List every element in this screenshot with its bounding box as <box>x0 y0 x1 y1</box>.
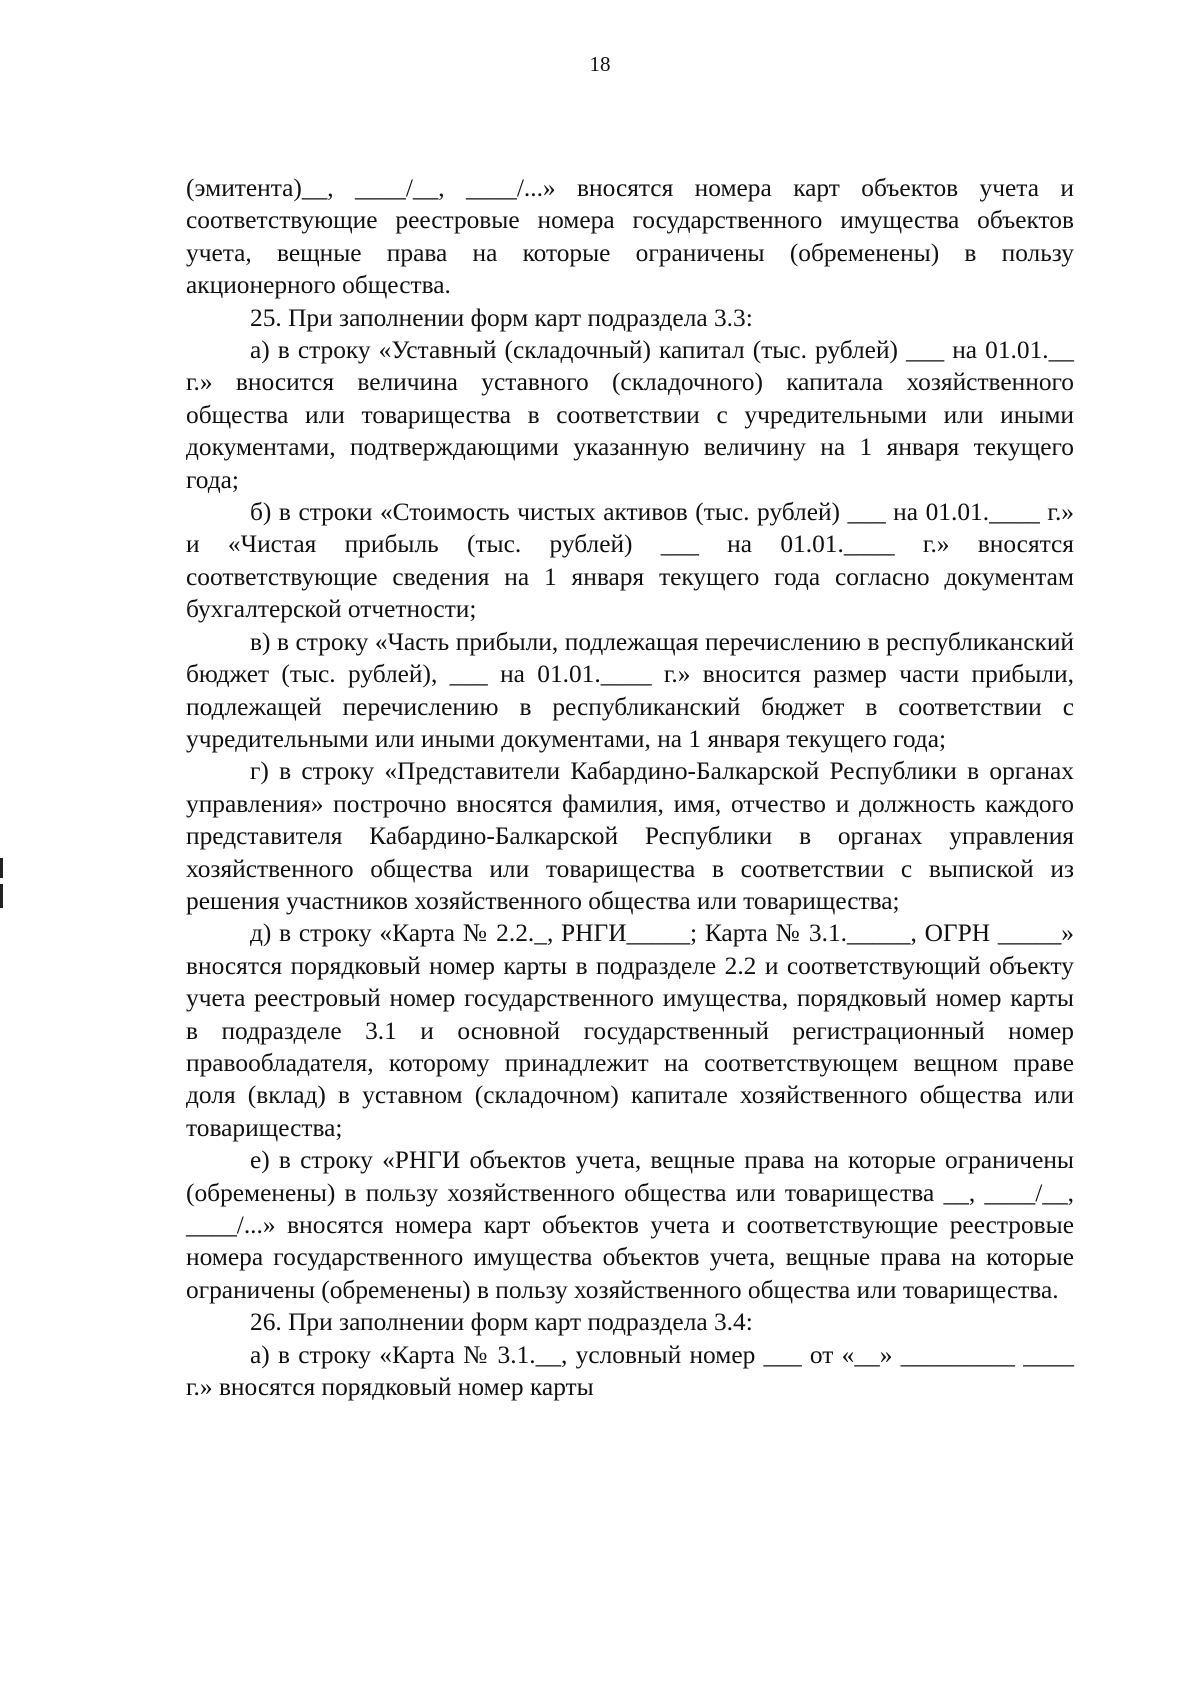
document-body <box>186 172 1074 1403</box>
paragraph-9: 26. При заполнении форм карт подраздела 3.4: <box>250 1308 753 1337</box>
scan-edge-mark <box>0 884 3 908</box>
paragraph-8: е) в строку «РНГИ объектов учета, вещные права на которые ограничены (обременены) в пользу хозяйственного общества или товарищества __, ____/__, ____/...» вносятся номера карт объектов учета и соответствующие реестровые номера государственного имущества объектов учета, вещные права на которые ограничены (обременены) в пользу хозяйственного общества или товарищества. <box>186 1146 1074 1304</box>
paragraph-10: а) в строку «Карта № 3.1.__, условный номер ___ от «__» _________ ____ г.» вносятся порядковый номер карты <box>186 1340 1074 1402</box>
paragraph-1: (эмитента)__, ____/__, ____/...» вносятся номера карт объектов учета и соответствующие реестровые номера государственного имущества объектов учета, вещные права на которые ограничены (обременены) в пользу акционерного общества. <box>186 174 1074 300</box>
paragraph-3: а) в строку «Уставный (складочный) капитал (тыс. рублей) ___ на 01.01.__ г.» вносится величина уставного (складочного) капитала хозяйственного общества или товарищества в соответствии с учредительными или иными документами, подтверждающими указанную величину на 1 января текущего года; <box>186 336 1074 494</box>
paragraph-7: д) в строку «Карта № 2.2._, РНГИ_____; Карта № 3.1._____, ОГРН _____» вносятся порядковый номер карты в подразделе 2.2 и соответствующий объекту учета реестровый номер государственного имущества, порядковый номер карты в подразделе 3.1 и основной государственный регистрационный номер правообладателя, которому принадлежит на соответствующем вещном праве доля (вклад) в уставном (складочном) капитале хозяйственного общества или товарищества; <box>186 919 1074 1142</box>
paragraph-2: 25. При заполнении форм карт подраздела 3.3: <box>250 303 753 332</box>
scan-edge-mark <box>0 858 3 878</box>
paragraph-4: б) в строки «Стоимость чистых активов (тыс. рублей) ___ на 01.01.____ г.» и «Чистая прибыль (тыс. рублей) ___ на 01.01.____ г.» вносятся соответствующие сведения на 1 января текущего года согласно документам бухгалтерской отчетности; <box>186 498 1074 624</box>
paragraph-5: в) в строку «Часть прибыли, подлежащая перечислению в республиканский бюджет (тыс. рублей), ___ на 01.01.____ г.» вносится размер части прибыли, подлежащей перечислению в республиканский бюджет в соответствии с учредительными или иными документами, на 1 января текущего года; <box>186 627 1074 753</box>
page-number: 18 <box>589 52 611 76</box>
paragraph-6: г) в строку «Представители Кабардино-Балкарской Республики в органах управления» построчно вносятся фамилия, имя, отчество и должность каждого представителя Кабардино-Балкарской Республики в органах управления хозяйственного общества или товарищества в соответствии с выпиской из решения участников хозяйственного общества или товарищества; <box>186 757 1074 915</box>
